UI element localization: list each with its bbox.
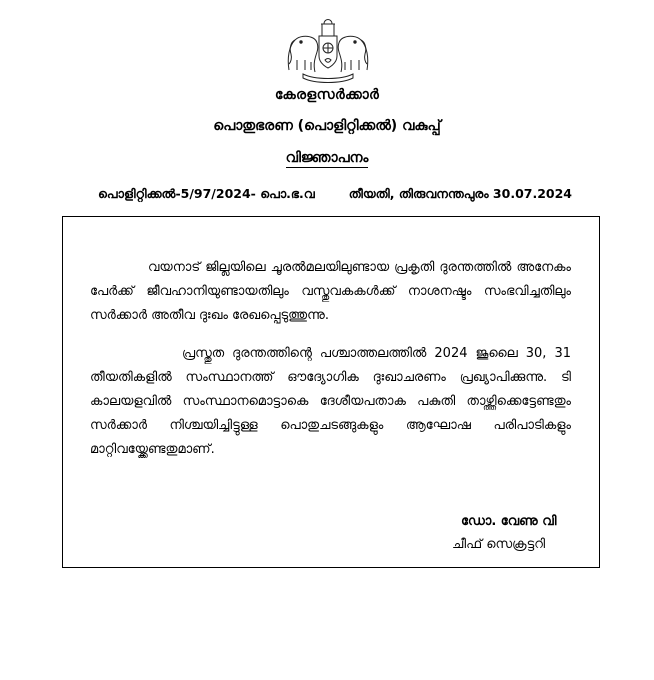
notice-title: [0, 150, 654, 166]
signatory-name: ഡോ. വേണു വി: [461, 514, 557, 529]
reference-number: പൊളിറ്റിക്കൽ-5/97/2024- പൊ.ഭ.വ: [98, 186, 315, 201]
body-paragraph-1: [90, 256, 571, 328]
government-title: കേരളസർക്കാർ: [274, 87, 380, 103]
paragraph-1-text: വയനാട് ജില്ലയിലെ ചൂരൽമലയിലുണ്ടായ പ്രകൃതി ദുരന്തത്തിൽ അനേകം പേർക്ക് ജീവഹാനിയുണ്ടായതിലും വസ്തുവകകൾക്ക് നാശനഷ്ടം സംഭവിച്ചതിലും സർക്കാർ അതീവ ദുഃഖം രേഖപ്പെടുത്തുന്നു.: [90, 260, 571, 323]
department-name: പൊതുഭരണ (പൊളിറ്റിക്കൽ) വകുപ്പ്: [213, 118, 441, 134]
kerala-state-emblem-icon: [283, 10, 373, 84]
notice-title-text: വിജ്ഞാപനം: [285, 150, 369, 166]
notice-date: തീയതി, തിരുവനന്തപുരം 30.07.2024: [348, 186, 572, 201]
paragraph-2-text: പ്രസ്തുത ദുരന്തത്തിന്റെ പശ്ചാത്തലത്തിൽ 2024 ജൂലൈ 30, 31 തീയതികളിൽ സംസ്ഥാനത്ത് ഔദ്യോഗിക ദുഃഖാചരണം പ്രഖ്യാപിക്കുന്നു. ടി കാലയളവിൽ സംസ്ഥാനമൊട്ടാകെ ദേശീയപതാക പകുതി താഴ്ത്തിക്കെട്ടേണ്ടതും സർക്കാർ നിശ്ചയിച്ചിട്ടുള്ള പൊതുചടങ്ങുകളും ആഘോഷ പരിപാടികളും മാറ്റിവയ്ക്കേണ്ടതുമാണ്.: [90, 346, 571, 457]
body-paragraph-2: [90, 342, 571, 462]
signatory-title: ചീഫ് സെക്രട്ടറി: [452, 537, 546, 552]
